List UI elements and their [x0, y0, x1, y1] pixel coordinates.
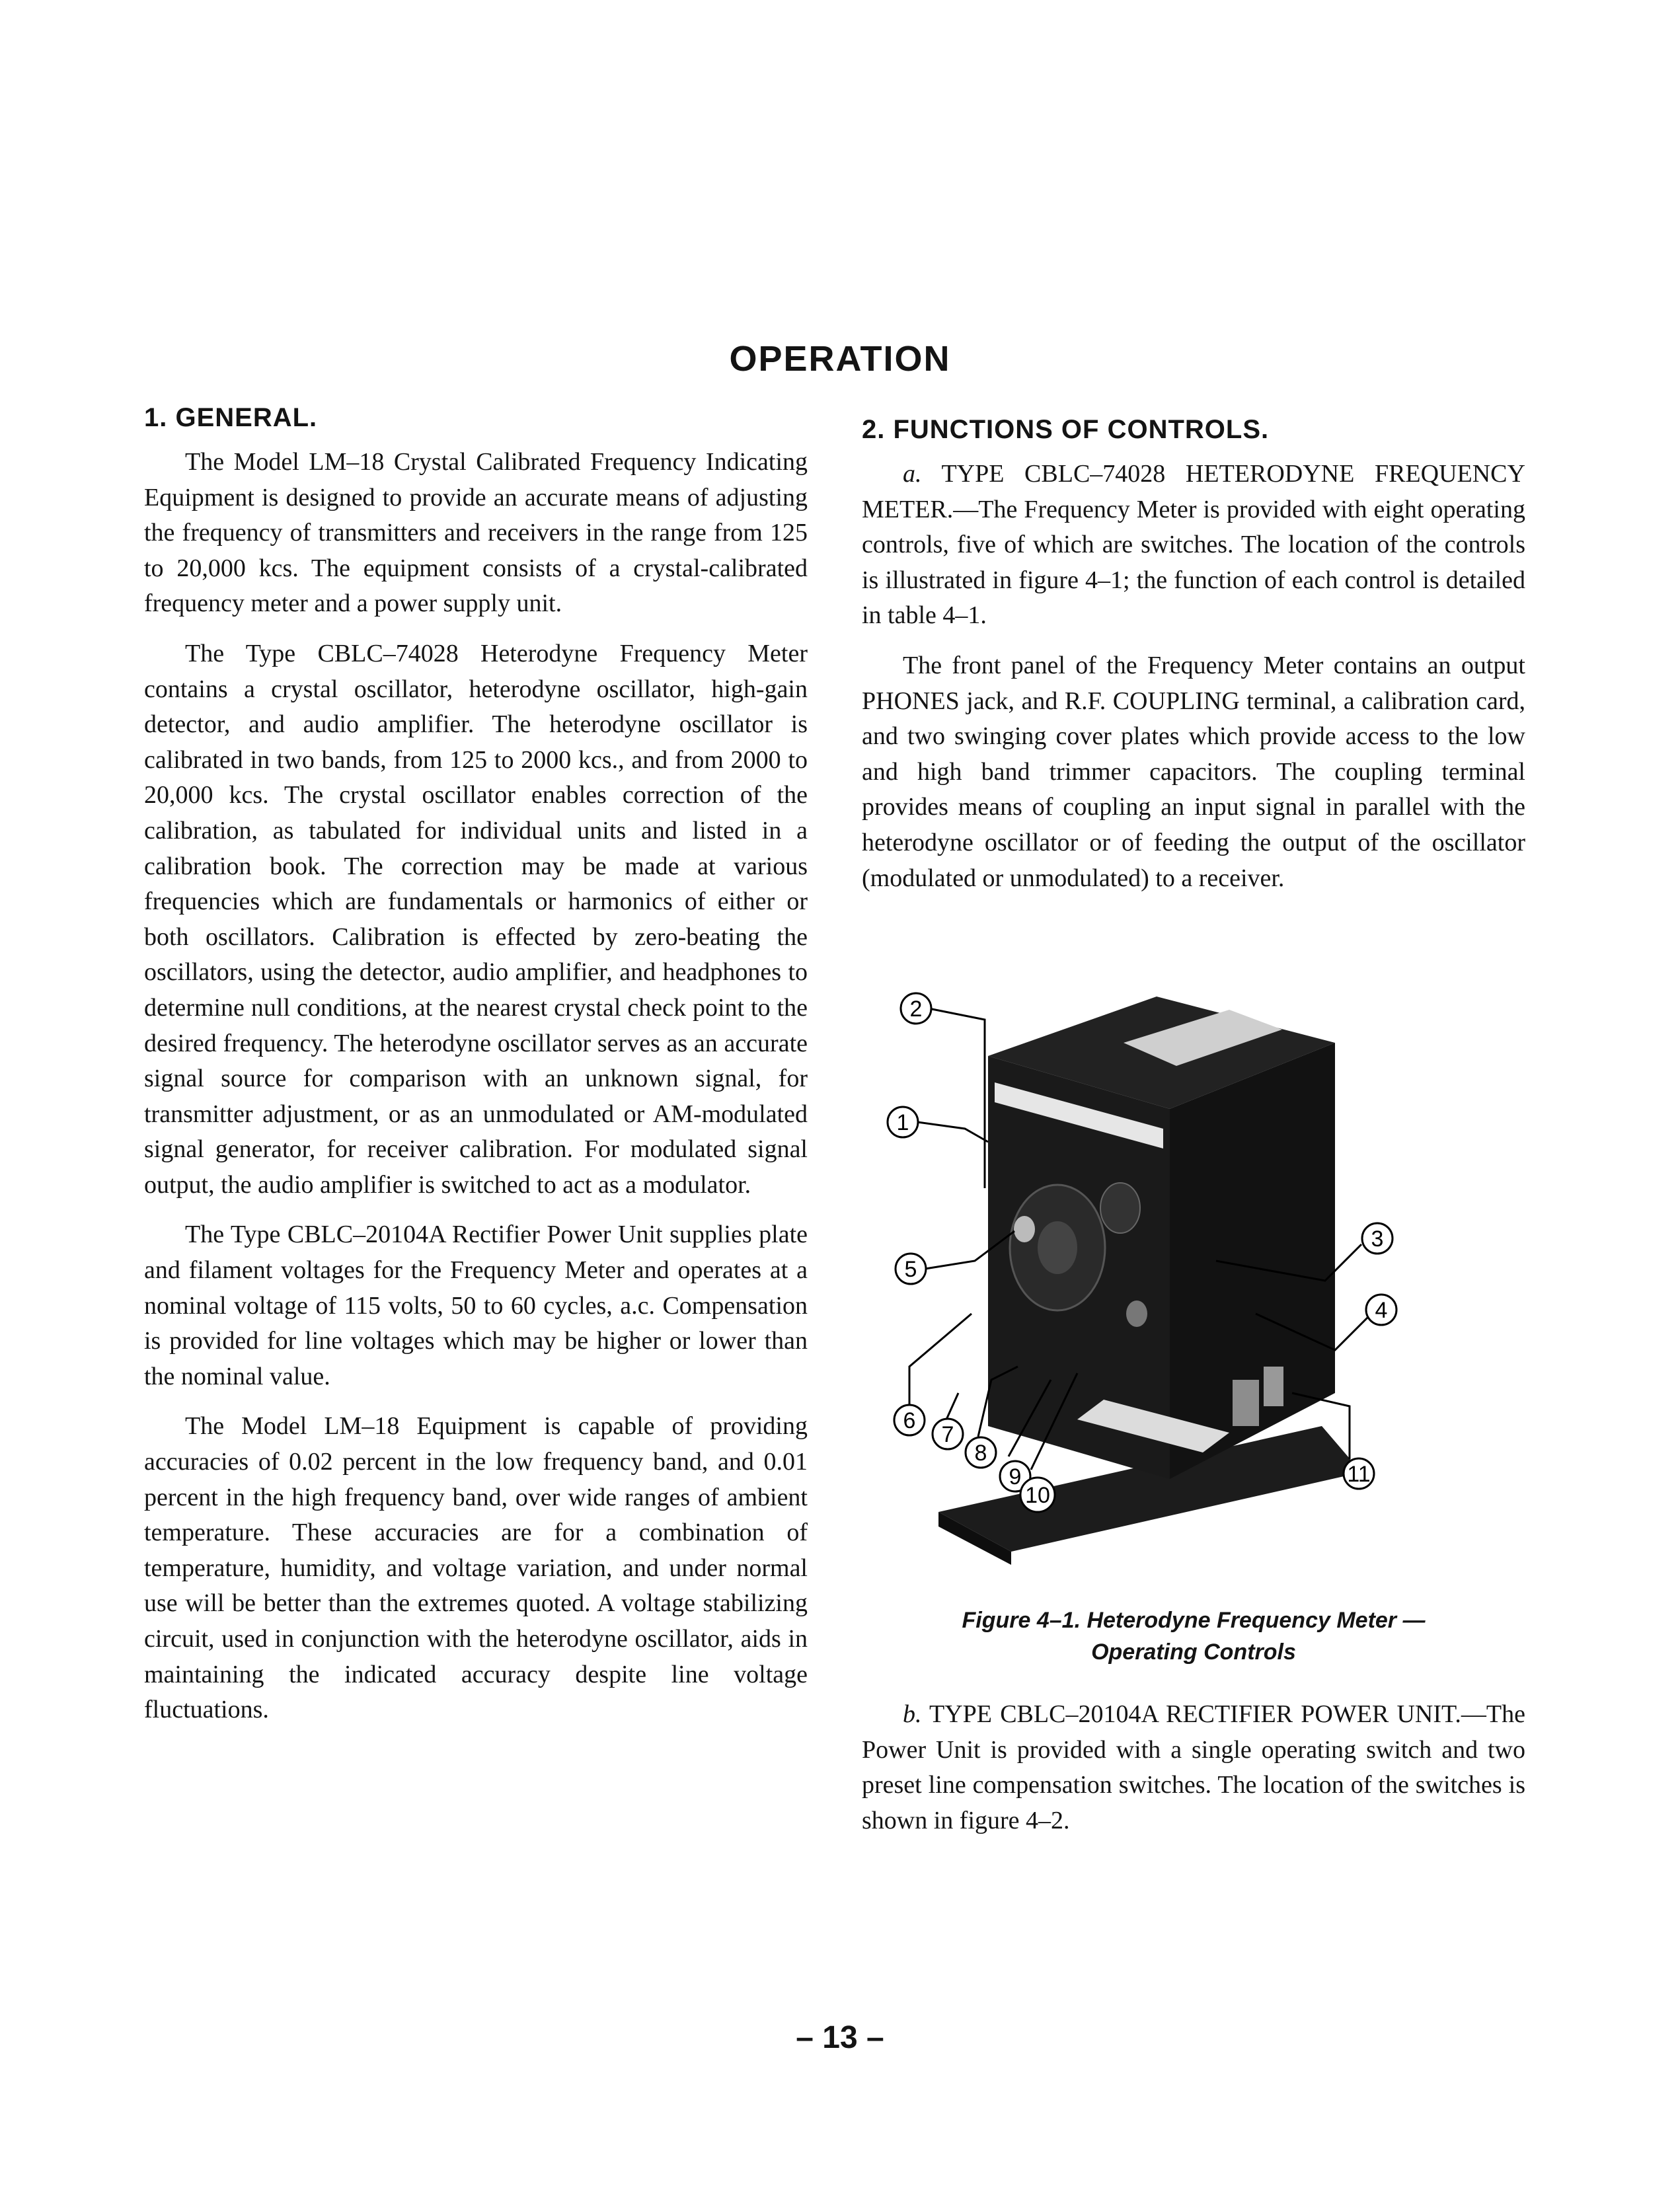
- page-title: OPERATION: [729, 339, 951, 379]
- callout-4: 4: [1375, 1298, 1388, 1323]
- general-paragraph-3: The Type CBLC–20104A Rectifier Power Unit supplies plate and filament voltages for the Frequency Meter and operates at a nominal voltage of 115 volts, 50 to 60 cycles, a.c. Compensation is provided for line voltages which may be higher or lower than the nominal value.: [144, 1221, 808, 1390]
- general-paragraph-4: The Model LM–18 Equipment is capable of providing accuracies of 0.02 percent in the low frequency band, and 0.01 percent in the high frequency band, over wide ranges of ambient temperature. These accuracies are for a combination of temperature, humidity, and voltage variation, and under normal use will be better than the extremes quoted. A voltage stabilizing circuit, used in conjunction with the heterodyne oscillator, aids in maintaining the indicated accuracy despite line voltage fluctuations.: [144, 1412, 808, 1724]
- callout-3: 3: [1371, 1226, 1384, 1252]
- page-number: – 13 –: [796, 2020, 884, 2055]
- section-functions-b: [862, 1697, 1525, 1853]
- functions-paragraph-a: [862, 457, 1525, 634]
- section-heading-functions: 2. FUNCTIONS OF CONTROLS.: [862, 415, 1270, 444]
- caption-line-2: Operating Controls: [1091, 1640, 1296, 1665]
- callout-11: 11: [1347, 1462, 1371, 1487]
- general-paragraph-2: The Type CBLC–74028 Heterodyne Frequency Meter contains a crystal oscillator, heterodyne oscillator, high-gain detector, and audio amplifier. The heterodyne oscillator is calibrated in two bands, from 125 to 2000 kcs., and from 2000 to 20,000 kcs. The crystal oscillator enables correction of the calibration, as tabulated for individual units and listed in a calibration book. The correction may be made at various frequencies which are fundamentals or harmonics of either or both oscillators. Calibration is effected by zero-beating the oscillators, using the detector, audio amplifier, and headphones to determine null conditions, at the nearest crystal check point to the desired frequency. The heterodyne oscillator serves as an accurate signal source for comparison with an unknown signal, for transmitter adjustment, or as an unmodulated or AM-modulated signal generator, for receiver calibration. For modulated signal output, the audio amplifier is switched to act as a modulator.: [144, 639, 808, 1199]
- callout-10: 10: [1025, 1483, 1050, 1508]
- paragraph-a-text: TYPE CBLC–74028 HETERODYNE FREQUENCY METER.—The Frequency Meter is provided with eight operating controls, five of which are switches. The location of the controls is illustrated in figure 4–1; the function of each control is detailed in table 4–1.: [862, 460, 1525, 630]
- callout-1: 1: [896, 1110, 909, 1135]
- section-functions: [862, 415, 1525, 911]
- frequency-meter-illustration: [859, 970, 1441, 1591]
- section-general: [144, 403, 808, 1743]
- callout-7: 7: [941, 1422, 954, 1447]
- functions-paragraph-a2: The front panel of the Frequency Meter contains an output PHONES jack, and R.F. COUPLING terminal, a calibration card, and two swinging cover plates which provide access to the low and high band trimmer capacitors. The coupling terminal provides means of coupling an input signal in parallel with the heterodyne oscillator or of feeding the output of the oscillator (modulated or unmodulated) to a receiver.: [862, 651, 1525, 892]
- paragraph-a-letter: a.: [903, 460, 922, 488]
- callout-9: 9: [1009, 1464, 1022, 1489]
- frequency-meter-figure: [859, 970, 1441, 1591]
- callout-8: 8: [974, 1441, 987, 1466]
- general-paragraph-1: The Model LM–18 Crystal Calibrated Frequency Indicating Equipment is designed to provide an accurate means of adjusting the frequency of transmitters and receivers in the range from 125 to 20,000 kcs. The equipment consists of a crystal-calibrated frequency meter and a power supply unit.: [144, 448, 808, 618]
- callout-2: 2: [909, 997, 923, 1022]
- section-heading-general: 1. GENERAL.: [144, 403, 318, 432]
- figure-caption: [862, 1604, 1525, 1668]
- caption-line-1: Figure 4–1. Heterodyne Frequency Meter —: [962, 1608, 1426, 1633]
- paragraph-b-letter: b.: [903, 1700, 922, 1728]
- functions-paragraph-b: [862, 1697, 1525, 1838]
- callout-5: 5: [904, 1257, 917, 1282]
- callout-6: 6: [903, 1408, 916, 1433]
- paragraph-b-text: TYPE CBLC–20104A RECTIFIER POWER UNIT.—The Power Unit is provided with a single operating switch and two preset line compensation switches. The location of the switches is shown in figure 4–2.: [862, 1700, 1525, 1834]
